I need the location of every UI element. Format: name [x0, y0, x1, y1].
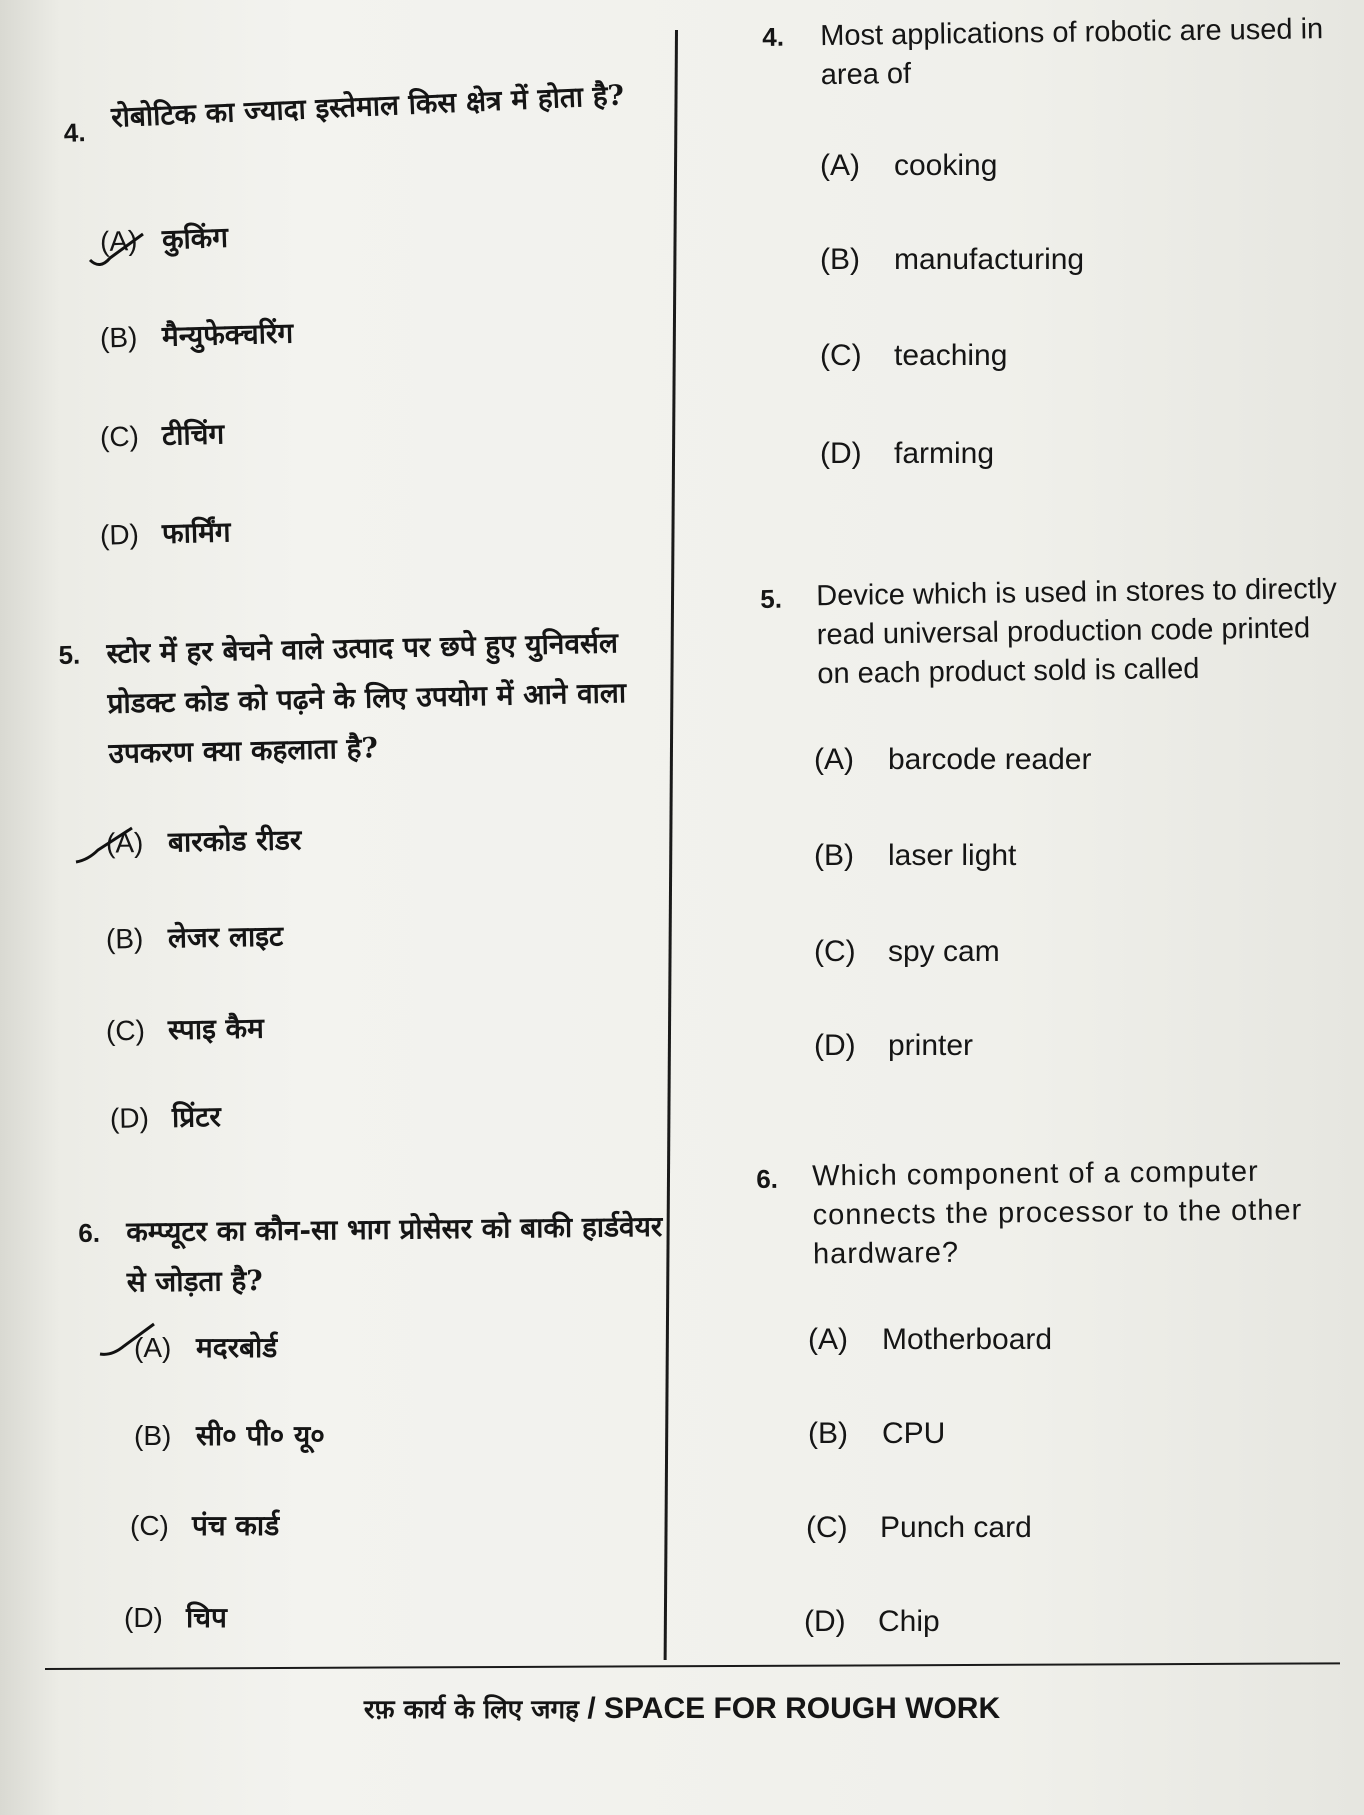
option-text: teaching — [894, 339, 1008, 372]
option-text: पंच कार्ड — [192, 1509, 280, 1542]
option-text: cooking — [894, 149, 998, 182]
question-6-hindi — [78, 1202, 663, 1299]
question-number: 5. — [58, 639, 81, 670]
option-text: manufacturing — [894, 243, 1085, 276]
question-text: रोबोटिक का ज्यादा इस्तेमाल किस क्षेत्र में होता है? — [110, 78, 625, 134]
pen-tick-mark — [98, 1320, 158, 1360]
question-text: Most applications of robotic are used in area of — [820, 13, 1324, 92]
option-letter: (B) — [814, 839, 854, 872]
option-text: CPU — [882, 1417, 946, 1450]
question-text: कम्प्यूटर का कौन-सा भाग प्रोसेसर को बाकी हार्डवेयर से जोड़ता है? — [126, 1209, 663, 1299]
option-text: बारकोड रीडर — [167, 823, 302, 859]
pen-tick-mark — [74, 826, 134, 866]
footer-hindi: रफ़ कार्य के लिए जगह — [363, 1695, 579, 1725]
pen-tick-mark — [88, 230, 148, 270]
option-b — [100, 315, 294, 356]
option-text: लेजर लाइट — [167, 919, 284, 955]
option-text: Punch card — [880, 1511, 1032, 1544]
option-letter: (C) — [99, 420, 140, 453]
option-a — [820, 148, 997, 184]
option-d — [124, 1600, 227, 1636]
question-5-english — [760, 570, 1350, 691]
option-letter: (B) — [99, 321, 138, 354]
rough-work-footer — [0, 1690, 1364, 1726]
option-letter: (C) — [814, 935, 856, 968]
question-text: Device which is used in stores to directly read universal production code printed on each product sold is called — [816, 572, 1338, 691]
option-letter: (B) — [820, 243, 860, 276]
option-letter: (A) — [808, 1323, 848, 1356]
option-c — [814, 934, 1000, 970]
option-c — [100, 416, 225, 455]
option-letter: (D) — [99, 518, 140, 551]
option-letter: (C) — [130, 1510, 169, 1541]
option-letter: (D) — [109, 1102, 150, 1134]
option-c — [130, 1508, 279, 1544]
footer-english: SPACE FOR ROUGH WORK — [604, 1692, 1001, 1725]
option-text: laser light — [888, 839, 1017, 872]
option-text: कुकिंग — [161, 220, 229, 257]
option-text: printer — [888, 1029, 974, 1062]
option-text: farming — [894, 437, 995, 470]
question-number: 4. — [63, 117, 87, 148]
option-letter: (B) — [808, 1417, 848, 1450]
option-letter: (A) — [105, 827, 144, 859]
column-divider — [664, 30, 678, 1660]
option-letter: (D) — [804, 1605, 846, 1638]
option-letter: (A) — [820, 149, 860, 182]
option-letter: (A) — [134, 1332, 172, 1363]
option-text: मदरबोर्ड — [196, 1331, 278, 1364]
option-letter: (D) — [820, 437, 862, 470]
option-text: spy cam — [888, 935, 1000, 968]
option-letter: (C) — [820, 339, 862, 372]
option-letter: (D) — [124, 1602, 163, 1633]
option-text: टीचिंग — [161, 417, 225, 452]
option-a — [106, 822, 302, 861]
option-d — [820, 436, 994, 472]
question-6-english — [756, 1152, 1350, 1271]
option-text: स्पाइ कैम — [167, 1011, 265, 1047]
option-text: फार्मिंग — [161, 515, 232, 551]
question-number: 6. — [78, 1217, 101, 1248]
option-letter: (A) — [99, 224, 138, 258]
question-number: 4. — [762, 21, 785, 52]
option-text: Chip — [878, 1605, 940, 1638]
option-text: सी० पी० यू० — [196, 1419, 325, 1452]
option-d — [100, 514, 232, 553]
question-number: 6. — [756, 1163, 779, 1194]
question-text: Which component of a computer connects the processor to the other hardware? — [812, 1155, 1303, 1271]
option-c — [806, 1510, 1032, 1546]
option-b — [106, 918, 284, 957]
option-b — [808, 1416, 945, 1452]
footer-rule — [45, 1662, 1340, 1670]
option-b — [820, 242, 1084, 278]
option-letter: (D) — [814, 1029, 856, 1062]
option-b — [814, 838, 1016, 874]
question-number: 5. — [760, 583, 783, 614]
option-letter: (C) — [105, 1014, 146, 1047]
option-letter: (C) — [806, 1511, 848, 1544]
option-a — [808, 1322, 1052, 1358]
question-4-english — [762, 10, 1352, 92]
option-letter: (B) — [134, 1420, 172, 1451]
footer-separator: / — [587, 1692, 596, 1725]
option-b — [134, 1418, 325, 1454]
question-5-hindi — [58, 618, 648, 770]
option-d — [814, 1028, 973, 1064]
option-d — [804, 1604, 940, 1640]
option-c — [820, 338, 1007, 374]
question-text: स्टोर में हर बेचने वाले उत्पाद पर छपे हुए युनिवर्सल प्रोडक्ट कोड को पढ़ने के लिए उपयोग में आने वाला उपकरण क्या कहलाता है? — [106, 626, 627, 770]
option-d — [110, 1099, 221, 1137]
option-a — [814, 742, 1091, 778]
option-letter: (A) — [814, 743, 854, 776]
option-text: प्रिंटर — [171, 1100, 222, 1134]
option-text: मैन्युफेक्चरिंग — [161, 316, 294, 353]
option-c — [106, 1011, 264, 1050]
option-text: barcode reader — [888, 743, 1092, 776]
question-4-hindi — [62, 67, 641, 148]
option-letter: (B) — [105, 922, 144, 955]
option-text: चिप — [186, 1601, 227, 1634]
option-text: Motherboard — [882, 1323, 1053, 1356]
